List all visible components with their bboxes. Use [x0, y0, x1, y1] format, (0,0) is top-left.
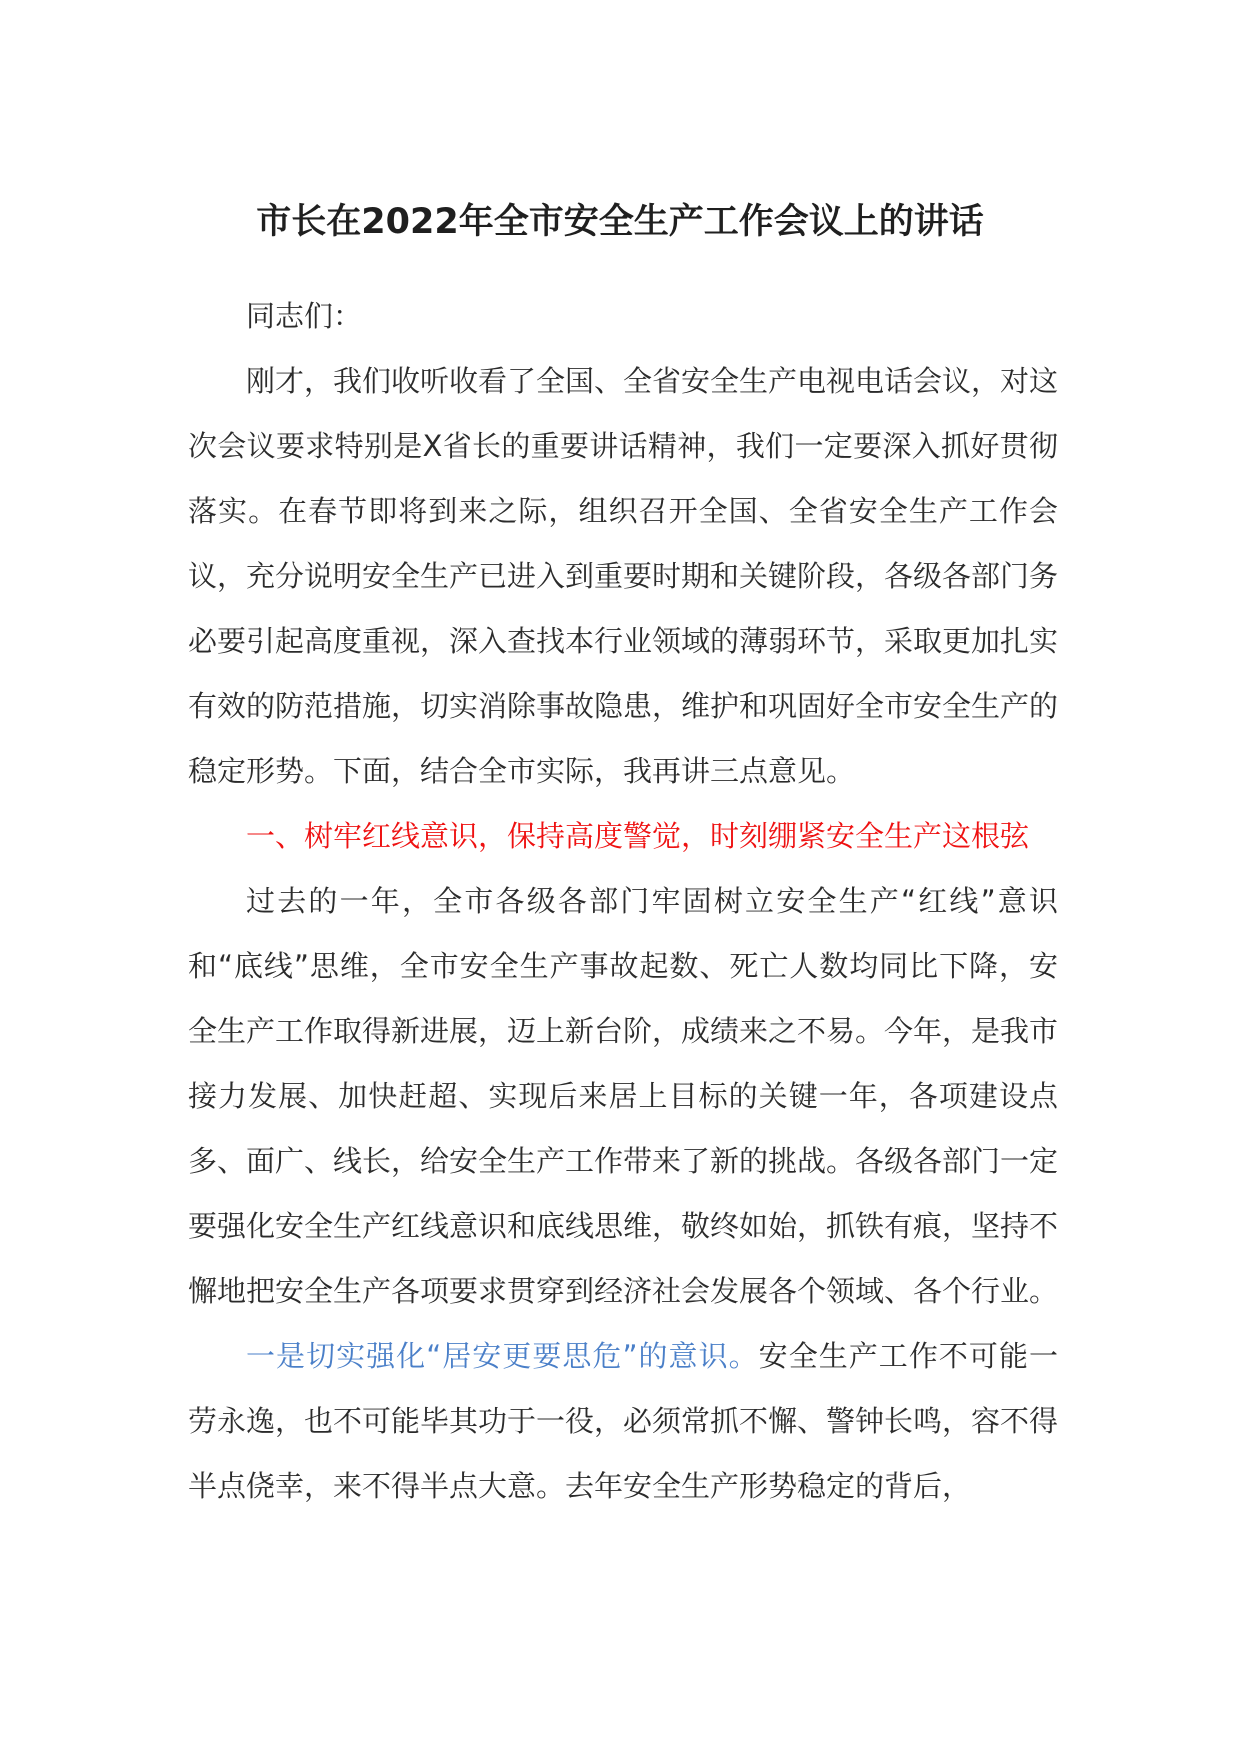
document-title: 市长在2022年全市安全生产工作会议上的讲话	[256, 202, 984, 242]
section-heading-1: 一、树牢红线意识，保持高度警觉，时刻绷紧安全生产这根弦	[246, 819, 1030, 853]
salutation: 同志们：	[246, 299, 363, 333]
paragraph-intro: 刚才，我们收听收看了全国、全省安全生产电视电话会议，对这次会议要求特别是X省长的重要讲话精神，我们一定要深入抓好贯彻落实。在春节即将到来之际，组织召开全国、全省安全生产工作会议，充分说明安全生产已进入到重要时期和关键阶段，各级各部门务必要引起高度重视，深入查找本行业领域的薄弱环节，采取更加扎实有效的防范措施，切实消除事故隐患，维护和巩固好全市安全生产的稳定形势。下面，结合全市实际，我再讲三点意见。	[188, 364, 1059, 788]
paragraph-review: 过去的一年，全市各级各部门牢固树立安全生产“红线”意识和“底线”思维，全市安全生产事故起数、死亡人数均同比下降，安全生产工作取得新进展，迈上新台阶，成绩来之不易。今年，是我市接力发展、加快赶超、实现后来居上目标的关键一年，各项建设点多、面广、线长，给安全生产工作带来了新的挑战。各级各部门一定要强化安全生产红线意识和底线思维，敬终如始，抓铁有痕，坚持不懈地把安全生产各项要求贯穿到经济社会发展各个领域、各个行业。	[188, 884, 1059, 1308]
point-one-lead: 一是切实强化“居安更要思危”的意识。	[246, 1339, 759, 1373]
paragraph-point-one	[188, 1324, 1058, 1519]
point-one-text: 安全生产工作不可能一劳永逸，也不可能毕其功于一役，必须常抓不懈、警钟长鸣，容不得半点侥幸，来不得半点大意。去年安全生产形势稳定的背后，	[188, 1339, 1059, 1503]
document-body	[188, 284, 1058, 1519]
